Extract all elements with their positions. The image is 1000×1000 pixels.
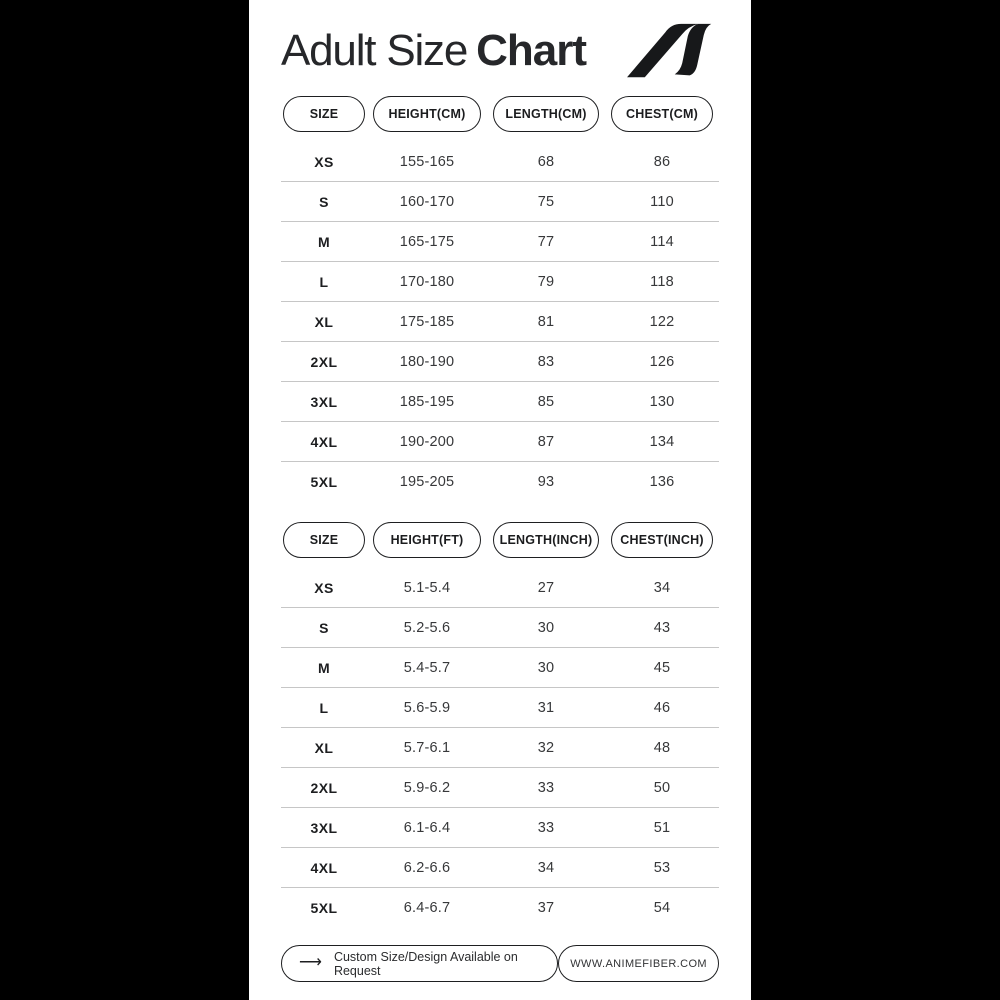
- value-cell: 37: [537, 900, 555, 916]
- table-header-row: [281, 522, 719, 558]
- value-cell: 5.4-5.7: [403, 659, 451, 676]
- value-cell: 54: [653, 900, 671, 916]
- value-cell: 110: [650, 193, 674, 210]
- value-cell: 5.1-5.4: [403, 579, 451, 596]
- value-cell: 30: [537, 619, 555, 636]
- size-label-cell: 5XL: [310, 474, 338, 490]
- table-row: [281, 888, 719, 928]
- table-row: [281, 688, 719, 728]
- table-row: [281, 422, 719, 462]
- value-cell: 45: [653, 659, 671, 676]
- value-cell: 50: [653, 779, 671, 796]
- value-cell: 51: [653, 819, 671, 836]
- table-row: [281, 728, 719, 768]
- table-row: [281, 848, 719, 888]
- value-cell: 136: [649, 474, 675, 490]
- table-row: [281, 262, 719, 302]
- value-cell: 6.4-6.7: [403, 900, 451, 916]
- value-cell: 27: [537, 579, 555, 596]
- table-row: [281, 142, 719, 182]
- table-row: [281, 568, 719, 608]
- value-cell: 118: [650, 273, 674, 290]
- column-header-pill: CHEST(CM): [611, 96, 713, 132]
- value-cell: 33: [537, 819, 555, 836]
- value-cell: 31: [537, 699, 555, 716]
- size-label-cell: XL: [314, 313, 334, 330]
- table-row: [281, 768, 719, 808]
- website-pill: [558, 945, 719, 982]
- value-cell: 165-175: [399, 233, 455, 250]
- size-label-cell: S: [319, 193, 329, 210]
- size-label-cell: S: [319, 619, 329, 636]
- table-row: [281, 648, 719, 688]
- animefiber-logo-icon: [623, 22, 719, 80]
- size-label-cell: L: [319, 699, 329, 716]
- value-cell: 53: [653, 859, 671, 876]
- value-cell: 32: [537, 739, 555, 756]
- value-cell: 130: [649, 393, 675, 410]
- size-label-cell: L: [319, 273, 329, 290]
- value-cell: 83: [537, 353, 555, 370]
- value-cell: 5.7-6.1: [403, 739, 451, 756]
- value-cell: 93: [537, 474, 555, 490]
- table-row: [281, 382, 719, 422]
- value-cell: 122: [649, 313, 675, 330]
- size-label-cell: 2XL: [310, 353, 338, 370]
- value-cell: 180-190: [399, 353, 455, 370]
- table-row: [281, 608, 719, 648]
- column-header-pill: SIZE: [283, 96, 365, 132]
- table-row: [281, 808, 719, 848]
- table-row: [281, 222, 719, 262]
- size-table-cm: [281, 96, 719, 502]
- right-arrow-icon: ⟶: [299, 954, 322, 971]
- value-cell: 114: [650, 233, 674, 250]
- value-cell: 79: [537, 273, 555, 290]
- value-cell: 85: [537, 393, 555, 410]
- custom-size-note-text: Custom Size/Design Available on Request: [333, 949, 518, 978]
- table-row: [281, 182, 719, 222]
- size-label-cell: 3XL: [310, 819, 338, 836]
- value-cell: 126: [649, 353, 675, 370]
- value-cell: 81: [537, 313, 555, 330]
- footer: [281, 945, 719, 982]
- page-title: [281, 26, 586, 76]
- column-header-pill: SIZE: [283, 522, 365, 558]
- value-cell: 33: [537, 779, 555, 796]
- table-row: [281, 462, 719, 502]
- table-body: [281, 142, 719, 502]
- value-cell: 5.9-6.2: [403, 779, 451, 796]
- value-cell: 34: [537, 859, 555, 876]
- size-label-cell: M: [317, 233, 331, 250]
- size-table-inch: [281, 522, 719, 928]
- custom-size-note-pill: [281, 945, 558, 982]
- value-cell: 87: [537, 433, 555, 450]
- table-header-row: [281, 96, 719, 132]
- value-cell: 175-185: [399, 313, 455, 330]
- column-header-pill: LENGTH(CM): [493, 96, 599, 132]
- table-row: [281, 302, 719, 342]
- value-cell: 43: [653, 619, 671, 636]
- value-cell: 160-170: [399, 193, 455, 210]
- table-body: [281, 568, 719, 928]
- value-cell: 6.1-6.4: [403, 819, 451, 836]
- size-label-cell: XS: [314, 153, 334, 170]
- header: [281, 24, 719, 78]
- size-label-cell: 2XL: [310, 779, 338, 796]
- value-cell: 48: [653, 739, 671, 756]
- value-cell: 6.2-6.6: [403, 859, 451, 876]
- value-cell: 68: [537, 153, 555, 170]
- column-header-pill: HEIGHT(CM): [373, 96, 481, 132]
- title-light: Adult Size: [281, 26, 468, 75]
- column-header-pill: LENGTH(INCH): [493, 522, 599, 558]
- website-text: WWW.ANIMEFIBER.COM: [570, 957, 707, 970]
- value-cell: 30: [537, 659, 555, 676]
- size-label-cell: 5XL: [310, 900, 338, 916]
- value-cell: 5.2-5.6: [403, 619, 451, 636]
- value-cell: 75: [537, 193, 555, 210]
- title-bold: Chart: [476, 26, 587, 75]
- size-label-cell: 4XL: [310, 433, 338, 450]
- size-label-cell: XS: [314, 579, 334, 596]
- value-cell: 134: [649, 433, 675, 450]
- value-cell: 86: [653, 153, 671, 170]
- value-cell: 170-180: [399, 273, 455, 290]
- value-cell: 185-195: [399, 393, 455, 410]
- size-label-cell: 4XL: [310, 859, 338, 876]
- value-cell: 155-165: [399, 153, 455, 170]
- column-header-pill: HEIGHT(FT): [373, 522, 481, 558]
- value-cell: 77: [537, 233, 555, 250]
- column-header-pill: CHEST(INCH): [611, 522, 713, 558]
- size-chart-sheet: [249, 0, 751, 1000]
- value-cell: 46: [653, 699, 671, 716]
- size-label-cell: M: [317, 659, 331, 676]
- size-label-cell: 3XL: [310, 393, 338, 410]
- value-cell: 34: [653, 579, 671, 596]
- table-row: [281, 342, 719, 382]
- value-cell: 190-200: [399, 433, 455, 450]
- value-cell: 5.6-5.9: [403, 699, 451, 716]
- value-cell: 195-205: [399, 474, 455, 490]
- size-label-cell: XL: [314, 739, 334, 756]
